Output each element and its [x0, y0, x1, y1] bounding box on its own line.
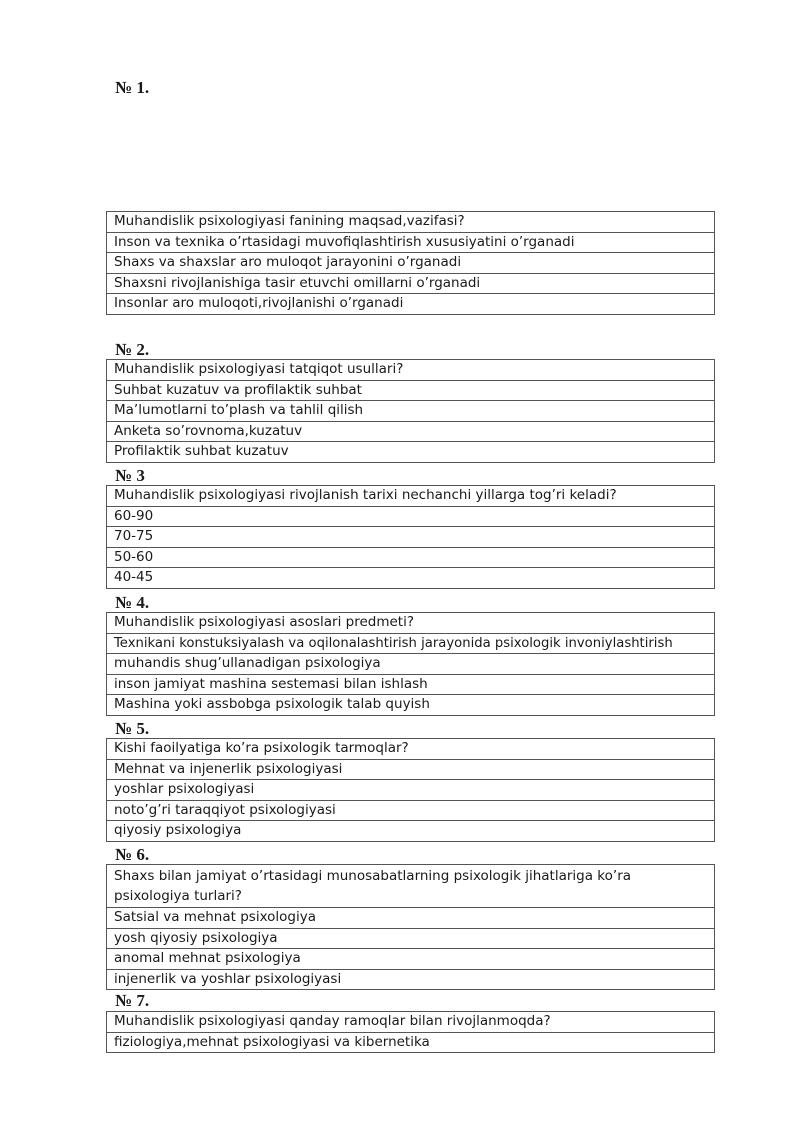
- answer-option: 60-90: [107, 506, 715, 527]
- question-table-6: [106, 864, 715, 990]
- answer-option: Shaxsni rivojlanishiga tasir etuvchi omillarni o’rganadi: [107, 273, 715, 294]
- answer-option: Insonlar aro muloqoti,rivojlanishi o’rganadi: [107, 294, 715, 315]
- question-table-3: [106, 485, 715, 589]
- answer-option: Profilaktik suhbat kuzatuv: [107, 442, 715, 463]
- question-number-3: № 3: [115, 466, 145, 485]
- answer-option: injenerlik va yoshlar psixologiyasi: [107, 969, 715, 990]
- answer-option: Mehnat va injenerlik psixologiyasi: [107, 759, 715, 780]
- question-text: Muhandislik psixologiyasi tatqiqot usullari?: [107, 360, 715, 381]
- question-text: Muhandislik psixologiyasi fanining maqsad,vazifasi?: [107, 212, 715, 233]
- answer-option: Ma’lumotlarni to’plash va tahlil qilish: [107, 401, 715, 422]
- answer-option: yosh qiyosiy psixologiya: [107, 928, 715, 949]
- question-number-1: № 1.: [115, 78, 150, 97]
- question-number-6: № 6.: [115, 845, 150, 864]
- answer-option: anomal mehnat psixologiya: [107, 949, 715, 970]
- answer-option: Inson va texnika o’rtasidagi muvofiqlashtirish xususiyatini o’rganadi: [107, 232, 715, 253]
- question-table-4: [106, 612, 715, 716]
- answer-option: 40-45: [107, 568, 715, 589]
- answer-option: muhandis shug’ullanadigan psixologiya: [107, 654, 715, 675]
- answer-option: fiziologiya,mehnat psixologiyasi va kibernetika: [107, 1032, 715, 1053]
- answer-option: 50-60: [107, 547, 715, 568]
- question-table-2: [106, 359, 715, 463]
- question-table-7: [106, 1011, 715, 1053]
- question-number-2: № 2.: [115, 340, 150, 359]
- question-text: Muhandislik psixologiyasi asoslari predmeti?: [107, 613, 715, 634]
- question-table-5: [106, 738, 715, 842]
- answer-option: Anketa so’rovnoma,kuzatuv: [107, 421, 715, 442]
- answer-option: inson jamiyat mashina sestemasi bilan ishlash: [107, 674, 715, 695]
- answer-option: Suhbat kuzatuv va profilaktik suhbat: [107, 380, 715, 401]
- question-text: Muhandislik psixologiyasi rivojlanish tarixi nechanchi yillarga tog’ri keladi?: [107, 486, 715, 507]
- answer-option: yoshlar psixologiyasi: [107, 780, 715, 801]
- answer-option: Texnikani konstuksiyalash va oqilonalashtirish jarayonida psixologik invoniylashtirish: [107, 633, 715, 654]
- answer-option: Mashina yoki assbobga psixologik talab quyish: [107, 695, 715, 716]
- question-text: Shaxs bilan jamiyat o’rtasidagi munosabatlarning psixologik jihatlariga ko’ra psixologiya turlari?: [107, 865, 715, 908]
- answer-option: Satsial va mehnat psixologiya: [107, 908, 715, 929]
- answer-option: noto’g’ri taraqqiyot psixologiyasi: [107, 800, 715, 821]
- answer-option: Shaxs va shaxslar aro muloqot jarayonini o’rganadi: [107, 253, 715, 274]
- question-number-5: № 5.: [115, 719, 150, 738]
- question-number-7: № 7.: [115, 991, 150, 1010]
- question-text: Muhandislik psixologiyasi qanday ramoqlar bilan rivojlanmoqda?: [107, 1012, 715, 1033]
- question-text: Kishi faoilyatiga ko’ra psixologik tarmoqlar?: [107, 739, 715, 760]
- answer-option: qiyosiy psixologiya: [107, 821, 715, 842]
- answer-option: 70-75: [107, 527, 715, 548]
- question-table-1: [106, 211, 715, 315]
- question-number-4: № 4.: [115, 593, 150, 612]
